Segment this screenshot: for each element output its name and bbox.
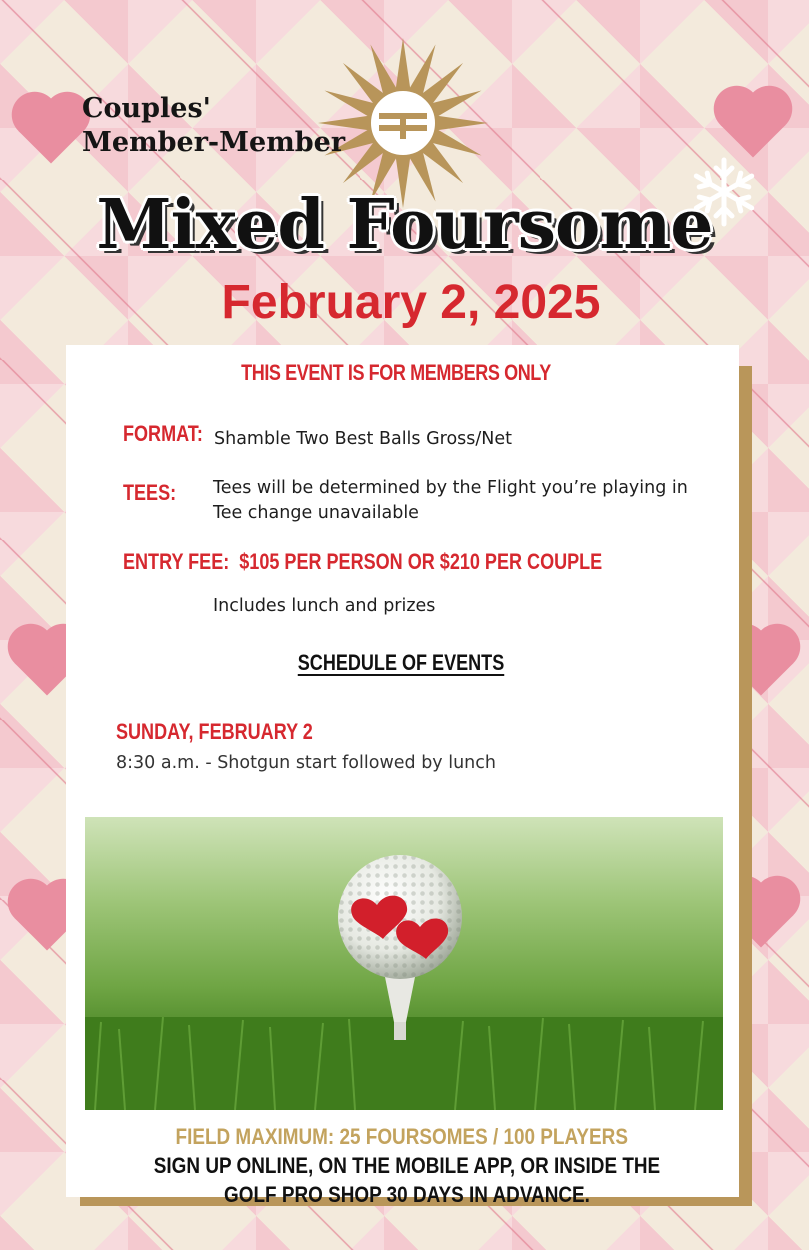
tees-line-2: Tee change unavailable — [213, 503, 419, 523]
event-subtitle — [82, 92, 382, 160]
heart-icon — [18, 98, 83, 163]
members-only-notice: THIS EVENT IS FOR MEMBERS ONLY — [241, 360, 551, 385]
schedule-day: SUNDAY, FEBRUARY 2 — [116, 719, 313, 744]
subtitle-line-1: Couples' — [82, 93, 211, 124]
entry-note: Includes lunch and prizes — [213, 596, 436, 616]
schedule-heading — [72, 650, 730, 676]
signup-line-1: SIGN UP ONLINE, ON THE — [153, 1153, 390, 1178]
footer-text — [153, 1122, 660, 1209]
tees-label: TEES: — [123, 480, 177, 505]
format-value: Shamble Two Best Balls Gross/Net — [214, 429, 513, 449]
heart-icon — [720, 92, 785, 157]
schedule-heading-text: SCHEDULE OF EVENTS — [297, 650, 505, 675]
schedule-detail: 8:30 a.m. - Shotgun start followed by lunch — [116, 753, 496, 773]
entry-fee: ENTRY FEE: $105 PER PERSON OR $210 PER COUPLE — [123, 549, 603, 574]
signup-line-2: MOBILE APP, OR INSIDE THE GOLF PRO SHOP 30 DAYS IN ADVANCE. — [224, 1153, 661, 1207]
field-maximum: FIELD MAXIMUM: 25 FOURSOMES / 100 PLAYERS — [175, 1124, 628, 1149]
tees-line-1: Tees will be determined by the Flight you’re playing in — [213, 478, 688, 498]
event-title: Mixed Foursome — [96, 185, 713, 265]
format-label: FORMAT: — [123, 421, 203, 446]
subtitle-line-2: Member-Member — [82, 127, 346, 158]
golf-ball-photo — [85, 817, 723, 1110]
event-date: February 2, 2025 — [221, 276, 601, 329]
